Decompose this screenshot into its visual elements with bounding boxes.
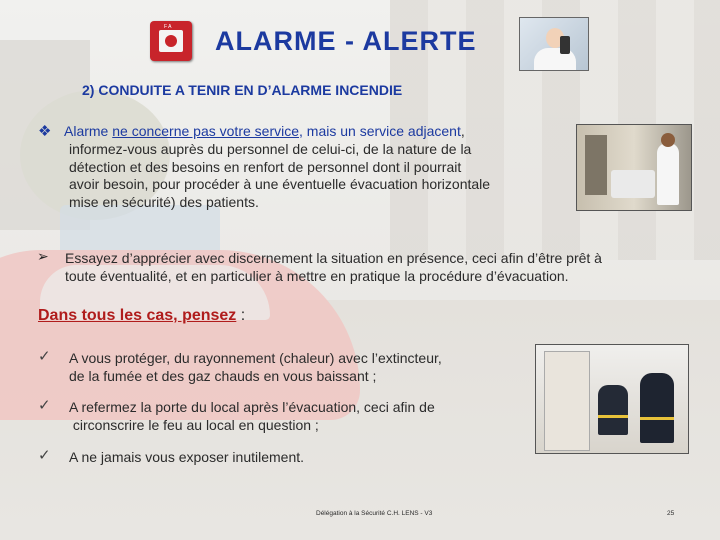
checklist-item: [69, 448, 529, 466]
alarm-label: F A: [164, 24, 172, 30]
diamond-bullet-icon: ❖: [38, 123, 52, 140]
checkmark-icon: ✓: [38, 348, 51, 365]
section2-line: Essayez d’apprécier avec discernement la situation en présence, ceci afin d’être prêt à: [65, 250, 602, 266]
checkmark-icon: ✓: [38, 447, 51, 464]
checkmark-icon: ✓: [38, 397, 51, 414]
checklist-item-line: A vous protéger, du rayonnement (chaleur) avec l’extincteur,: [69, 350, 442, 366]
arrow-bullet-icon: ➢: [37, 248, 49, 264]
section1-lead-underlined: ne concerne pas votre service: [112, 123, 299, 139]
checklist-heading: [38, 307, 245, 325]
section1-lead: [64, 123, 465, 139]
section1-body: [69, 141, 549, 211]
section1-lead-b: , mais un service adjacent: [299, 123, 461, 139]
slide-subtitle: 2) CONDUITE A TENIR EN D’ALARME INCENDIE: [82, 82, 403, 98]
section1-lead-a: Alarme: [64, 123, 113, 139]
checklist-heading-text: Dans tous les cas, pensez: [38, 307, 237, 324]
checklist-item-line: de la fumée et des gaz chauds en vous baissant ;: [69, 368, 377, 384]
page-number: 25: [667, 510, 675, 517]
person-on-phone-photo: [519, 17, 589, 71]
section1-lead-c: ,: [460, 123, 465, 139]
checklist-heading-colon: :: [236, 307, 246, 324]
slide-title: ALARME - ALERTE: [215, 26, 477, 56]
section1-line: informez-vous auprès du personnel de celui-ci, de la nature de la: [69, 141, 472, 157]
checklist-item-line: A refermez la porte du local après l’évacuation, ceci afin de: [69, 399, 435, 415]
checklist-item: [69, 398, 529, 434]
section2-body: [65, 249, 695, 285]
footer-text: Délégation à la Sécurité C.H. LENS - V3: [316, 510, 433, 517]
section2-line: toute éventualité, et en particulier à mettre en pratique la procédure d’évacuation.: [65, 268, 569, 284]
hospital-corridor-evacuation-photo: [576, 124, 692, 211]
section1-line: détection et des besoins en renfort de personnel dont il pourrait: [69, 158, 462, 175]
section1-line: avoir besoin, pour procéder à une éventuelle évacuation horizontale: [69, 176, 491, 192]
firefighters-crouching-photo: [535, 344, 689, 454]
checklist-item-line: A ne jamais vous exposer inutilement.: [69, 449, 305, 465]
checklist-item-line: circonscrire le feu au local en question ;: [69, 417, 319, 433]
fire-alarm-call-point-icon: [150, 21, 192, 61]
section1-line: mise en sécurité) des patients.: [69, 193, 259, 210]
checklist-item: [69, 349, 529, 385]
